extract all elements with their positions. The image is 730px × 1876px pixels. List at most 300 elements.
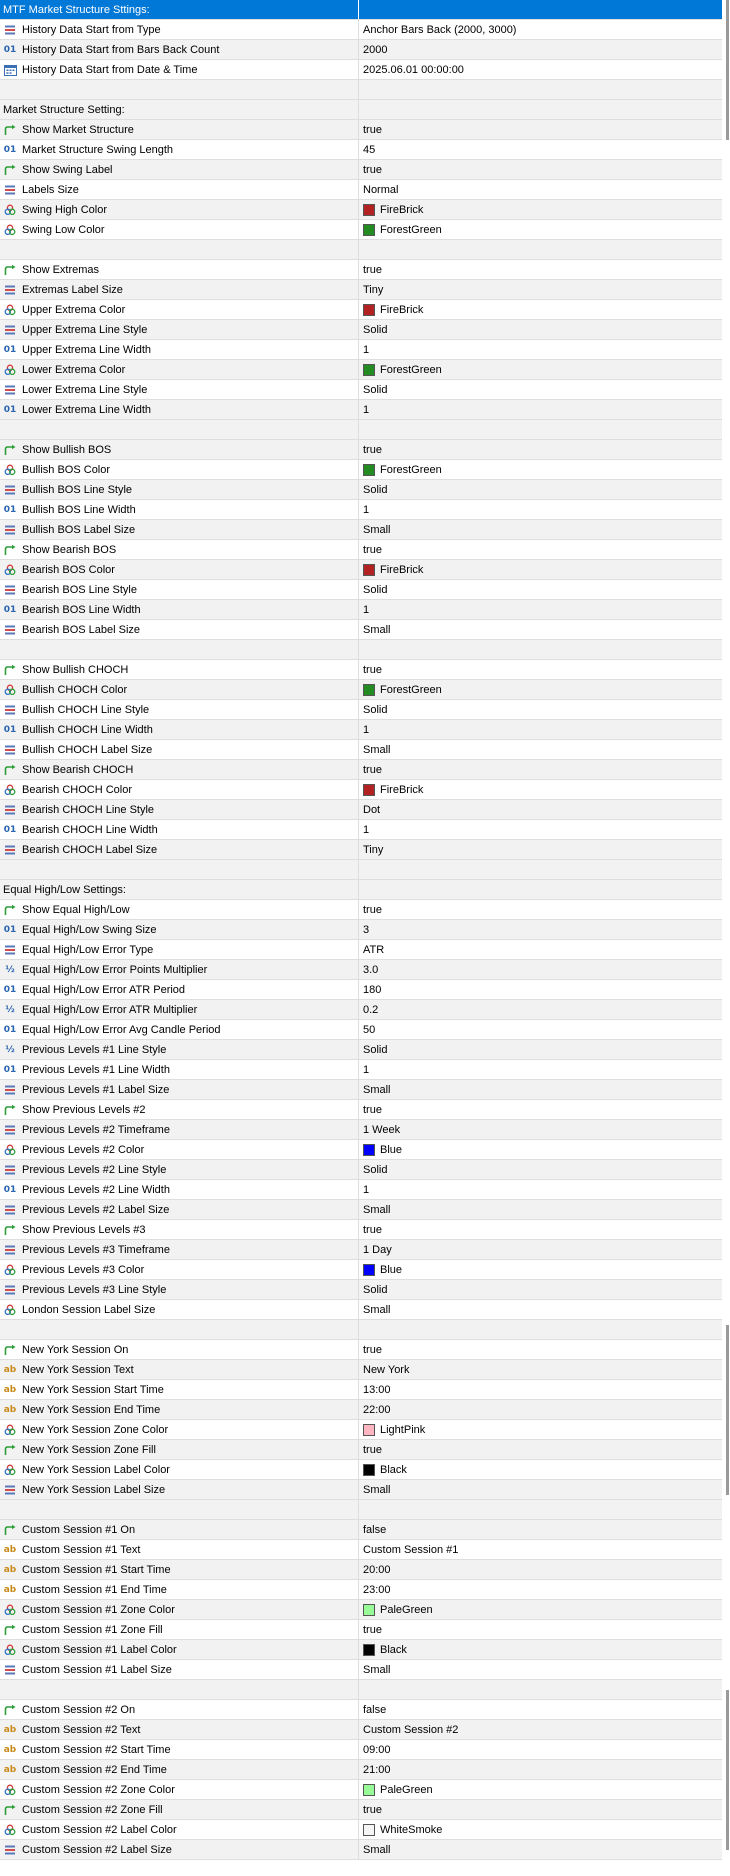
- property-row-history-data-start-from-type[interactable]: [0, 20, 722, 40]
- property-value-cell[interactable]: [359, 820, 722, 839]
- property-row-upper-extrema-color[interactable]: [0, 300, 722, 320]
- property-row-previous-levels-2-timeframe[interactable]: [0, 1120, 722, 1140]
- property-value-cell[interactable]: [359, 360, 722, 379]
- text-ab-icon: ab: [3, 1404, 17, 1415]
- property-value[interactable]: FireBrick: [380, 303, 424, 316]
- section-header-market-structure-setting[interactable]: [0, 100, 722, 120]
- property-name-cell: [0, 620, 359, 639]
- property-value[interactable]: 2000: [363, 43, 388, 56]
- property-row-bearish-bos-color[interactable]: [0, 560, 722, 580]
- property-value[interactable]: PaleGreen: [380, 1783, 433, 1796]
- property-value[interactable]: ForestGreen: [380, 683, 442, 696]
- property-value-cell[interactable]: [359, 780, 722, 799]
- property-value[interactable]: Blue: [380, 1263, 403, 1276]
- property-value[interactable]: 1: [363, 1063, 370, 1076]
- property-value-cell[interactable]: [359, 1020, 722, 1039]
- property-value[interactable]: 2025.06.01 00:00:00: [363, 63, 464, 76]
- property-value-cell[interactable]: [359, 1640, 722, 1659]
- property-row-bullish-choch-label-size[interactable]: [0, 740, 722, 760]
- property-row-custom-session-2-end-time[interactable]: [0, 1760, 722, 1780]
- property-value-cell[interactable]: [359, 1060, 722, 1079]
- property-value-cell[interactable]: [359, 340, 722, 359]
- property-value[interactable]: 20:00: [363, 1563, 391, 1576]
- property-value[interactable]: true: [363, 1343, 382, 1356]
- property-value-cell[interactable]: [359, 280, 722, 299]
- property-row-previous-levels-2-line-width[interactable]: [0, 1180, 722, 1200]
- property-row-bullish-choch-line-style[interactable]: [0, 700, 722, 720]
- property-label: Show Bullish CHOCH: [22, 663, 129, 676]
- property-row-previous-levels-1-line-style[interactable]: [0, 1040, 722, 1060]
- property-row-bearish-choch-line-width[interactable]: [0, 820, 722, 840]
- property-value-cell[interactable]: [359, 1780, 722, 1799]
- list-icon: [3, 1163, 17, 1177]
- property-row-show-bullish-choch[interactable]: [0, 660, 722, 680]
- property-row-show-bearish-bos[interactable]: [0, 540, 722, 560]
- color-swatch[interactable]: [363, 1464, 375, 1476]
- property-value[interactable]: true: [363, 763, 382, 776]
- property-label: New York Session Label Color: [22, 1463, 170, 1476]
- property-row-upper-extrema-line-width[interactable]: [0, 340, 722, 360]
- property-value-cell[interactable]: [359, 1220, 722, 1239]
- property-row-custom-session-2-zone-fill[interactable]: [0, 1800, 722, 1820]
- property-row-previous-levels-3-timeframe[interactable]: [0, 1240, 722, 1260]
- property-row-labels-size[interactable]: [0, 180, 722, 200]
- property-value-cell[interactable]: [359, 400, 722, 419]
- list-icon: [3, 1083, 17, 1097]
- property-name-cell: [0, 20, 359, 39]
- property-value-cell[interactable]: [359, 1700, 722, 1719]
- property-value-cell[interactable]: [359, 1540, 722, 1559]
- property-value-cell[interactable]: [359, 940, 722, 959]
- color-swatch[interactable]: [363, 1144, 375, 1156]
- property-row-previous-levels-2-label-size[interactable]: [0, 1200, 722, 1220]
- property-row-equal-high-low-error-avg-candle-period[interactable]: [0, 1020, 722, 1040]
- property-name-cell: [0, 1240, 359, 1259]
- property-value-cell[interactable]: [359, 1400, 722, 1419]
- property-row-equal-high-low-error-points-multiplier[interactable]: [0, 960, 722, 980]
- color-swatch[interactable]: [363, 1604, 375, 1616]
- property-value-cell[interactable]: [359, 380, 722, 399]
- property-value[interactable]: true: [363, 1103, 382, 1116]
- separator-cell: [359, 1680, 722, 1699]
- color-swatch[interactable]: [363, 1424, 375, 1436]
- property-row-show-equal-high-low[interactable]: [0, 900, 722, 920]
- property-value-cell[interactable]: [359, 220, 722, 239]
- property-label: Equal High/Low Error ATR Period: [22, 983, 186, 996]
- property-value[interactable]: FireBrick: [380, 203, 424, 216]
- property-row-new-york-session-end-time[interactable]: [0, 1400, 722, 1420]
- color-swatch[interactable]: [363, 204, 375, 216]
- property-value[interactable]: 3.0: [363, 963, 379, 976]
- property-value-cell[interactable]: [359, 960, 722, 979]
- property-value-cell[interactable]: [359, 300, 722, 319]
- property-value[interactable]: 1: [363, 723, 370, 736]
- property-value[interactable]: 1: [363, 603, 370, 616]
- property-value[interactable]: 13:00: [363, 1383, 391, 1396]
- property-value-cell[interactable]: [359, 20, 722, 39]
- property-value[interactable]: Blue: [380, 1143, 403, 1156]
- property-row-equal-high-low-error-atr-multiplier[interactable]: [0, 1000, 722, 1020]
- section-header-value-cell: [359, 100, 722, 119]
- property-value[interactable]: true: [363, 543, 382, 556]
- property-row-custom-session-2-zone-color[interactable]: [0, 1780, 722, 1800]
- integer-icon: 01: [3, 724, 17, 735]
- property-value[interactable]: Anchor Bars Back (2000, 3000): [363, 23, 517, 36]
- color-swatch[interactable]: [363, 464, 375, 476]
- color-swatch[interactable]: [363, 364, 375, 376]
- property-row-bearish-bos-line-width[interactable]: [0, 600, 722, 620]
- property-value[interactable]: Solid: [363, 1163, 388, 1176]
- property-value[interactable]: true: [363, 1803, 382, 1816]
- property-value-cell[interactable]: [359, 1200, 722, 1219]
- color-swatch[interactable]: [363, 1644, 375, 1656]
- property-value[interactable]: 1 Week: [363, 1123, 401, 1136]
- property-value-cell[interactable]: [359, 560, 722, 579]
- property-value[interactable]: Small: [363, 623, 391, 636]
- property-value[interactable]: Tiny: [363, 283, 384, 296]
- property-row-new-york-session-text[interactable]: [0, 1360, 722, 1380]
- vertical-scrollbar[interactable]: [722, 0, 730, 1876]
- property-row-bearish-bos-line-style[interactable]: [0, 580, 722, 600]
- property-value[interactable]: Small: [363, 1843, 391, 1856]
- property-value-cell[interactable]: [359, 500, 722, 519]
- property-value-cell[interactable]: [359, 840, 722, 859]
- color-swatch[interactable]: [363, 784, 375, 796]
- property-value[interactable]: Black: [380, 1643, 407, 1656]
- property-value[interactable]: Small: [363, 523, 391, 536]
- property-row-lower-extrema-color[interactable]: [0, 360, 722, 380]
- property-value-cell[interactable]: [359, 1120, 722, 1139]
- property-value-cell[interactable]: [359, 900, 722, 919]
- property-name-cell: [0, 1120, 359, 1139]
- property-value[interactable]: ForestGreen: [380, 463, 442, 476]
- property-label: Previous Levels #1 Line Width: [22, 1063, 170, 1076]
- property-row-custom-session-2-text[interactable]: [0, 1720, 722, 1740]
- property-value[interactable]: Small: [363, 1303, 391, 1316]
- property-value[interactable]: true: [363, 1623, 382, 1636]
- property-row-bullish-bos-color[interactable]: [0, 460, 722, 480]
- property-row-extremas-label-size[interactable]: [0, 280, 722, 300]
- property-value-cell[interactable]: [359, 320, 722, 339]
- property-row-equal-high-low-error-type[interactable]: [0, 940, 722, 960]
- property-label: History Data Start from Date & Time: [22, 63, 198, 76]
- property-value-cell[interactable]: [359, 1760, 722, 1779]
- property-value-cell[interactable]: [359, 600, 722, 619]
- property-value-cell[interactable]: [359, 1280, 722, 1299]
- property-row-custom-session-1-label-size[interactable]: [0, 1660, 722, 1680]
- property-value[interactable]: 0.2: [363, 1003, 379, 1016]
- property-value[interactable]: Solid: [363, 323, 388, 336]
- property-row-custom-session-2-label-color[interactable]: [0, 1820, 722, 1840]
- property-value-cell[interactable]: [359, 1820, 722, 1839]
- property-row-bearish-bos-label-size[interactable]: [0, 620, 722, 640]
- property-row-london-session-label-size[interactable]: [0, 1300, 722, 1320]
- property-value[interactable]: true: [363, 1223, 382, 1236]
- property-value-cell[interactable]: [359, 980, 722, 999]
- separator-row: [0, 1500, 722, 1520]
- property-value-cell[interactable]: [359, 580, 722, 599]
- property-value[interactable]: 45: [363, 143, 376, 156]
- property-value-cell[interactable]: [359, 760, 722, 779]
- property-value[interactable]: true: [363, 443, 382, 456]
- property-value-cell[interactable]: [359, 1040, 722, 1059]
- property-value[interactable]: Custom Session #1: [363, 1543, 459, 1556]
- property-value[interactable]: Solid: [363, 583, 388, 596]
- property-value-cell[interactable]: [359, 440, 722, 459]
- property-value-cell[interactable]: [359, 260, 722, 279]
- property-value[interactable]: true: [363, 123, 382, 136]
- property-row-bullish-bos-label-size[interactable]: [0, 520, 722, 540]
- property-value-cell[interactable]: [359, 1480, 722, 1499]
- property-value[interactable]: true: [363, 903, 382, 916]
- property-row-custom-session-1-zone-fill[interactable]: [0, 1620, 722, 1640]
- property-row-equal-high-low-error-atr-period[interactable]: [0, 980, 722, 1000]
- color-swatch[interactable]: [363, 1784, 375, 1796]
- property-row-show-market-structure[interactable]: [0, 120, 722, 140]
- property-row-history-data-start-from-bars-back-count[interactable]: [0, 40, 722, 60]
- property-row-custom-session-2-on[interactable]: [0, 1700, 722, 1720]
- property-row-lower-extrema-line-width[interactable]: [0, 400, 722, 420]
- color-swatch[interactable]: [363, 684, 375, 696]
- property-value-cell[interactable]: [359, 60, 722, 79]
- property-value[interactable]: ForestGreen: [380, 363, 442, 376]
- property-name-cell: [0, 1540, 359, 1559]
- section-header-equal-high-low-settings[interactable]: [0, 880, 722, 900]
- property-value[interactable]: 3: [363, 923, 370, 936]
- color-swatch[interactable]: [363, 1264, 375, 1276]
- property-row-previous-levels-3-line-style[interactable]: [0, 1280, 722, 1300]
- property-value[interactable]: true: [363, 1443, 382, 1456]
- property-value-cell[interactable]: [359, 140, 722, 159]
- property-value-cell[interactable]: [359, 1340, 722, 1359]
- property-row-history-data-start-from-date-time[interactable]: [0, 60, 722, 80]
- property-value[interactable]: 1: [363, 823, 370, 836]
- property-value[interactable]: ForestGreen: [380, 223, 442, 236]
- property-row-new-york-session-zone-color[interactable]: [0, 1420, 722, 1440]
- property-row-show-bearish-choch[interactable]: [0, 760, 722, 780]
- property-value-cell[interactable]: [359, 740, 722, 759]
- property-value[interactable]: Small: [363, 1203, 391, 1216]
- property-value-cell[interactable]: [359, 1080, 722, 1099]
- property-value[interactable]: ATR: [363, 943, 385, 956]
- property-value[interactable]: true: [363, 163, 382, 176]
- property-value-cell[interactable]: [359, 1800, 722, 1819]
- scrollbar-thumb-segment[interactable]: [726, 1690, 729, 1850]
- section-header-mtf-market-structure-sttings[interactable]: [0, 0, 722, 20]
- property-value-cell[interactable]: [359, 1360, 722, 1379]
- property-row-show-previous-levels-3[interactable]: [0, 1220, 722, 1240]
- property-label: Extremas Label Size: [22, 283, 123, 296]
- property-value[interactable]: 50: [363, 1023, 376, 1036]
- property-value-cell[interactable]: [359, 1440, 722, 1459]
- property-value-cell[interactable]: [359, 1140, 722, 1159]
- property-value[interactable]: Solid: [363, 1283, 388, 1296]
- property-label: Custom Session #2 Label Color: [22, 1823, 177, 1836]
- property-row-lower-extrema-line-style[interactable]: [0, 380, 722, 400]
- property-value-cell[interactable]: [359, 1620, 722, 1639]
- property-row-upper-extrema-line-style[interactable]: [0, 320, 722, 340]
- property-value-cell[interactable]: [359, 1520, 722, 1539]
- property-row-previous-levels-2-line-style[interactable]: [0, 1160, 722, 1180]
- color-swatch[interactable]: [363, 224, 375, 236]
- section-header-value-cell: [359, 880, 722, 899]
- property-value[interactable]: Custom Session #2: [363, 1723, 459, 1736]
- property-row-bullish-choch-line-width[interactable]: [0, 720, 722, 740]
- property-value-cell[interactable]: [359, 120, 722, 139]
- property-name-cell: [0, 1200, 359, 1219]
- property-row-bearish-choch-line-style[interactable]: [0, 800, 722, 820]
- color-swatch[interactable]: [363, 1824, 375, 1836]
- property-value[interactable]: 23:00: [363, 1583, 391, 1596]
- property-name-cell: [0, 160, 359, 179]
- property-row-swing-high-color[interactable]: [0, 200, 722, 220]
- property-row-custom-session-1-label-color[interactable]: [0, 1640, 722, 1660]
- property-row-custom-session-1-end-time[interactable]: [0, 1580, 722, 1600]
- property-row-new-york-session-label-color[interactable]: [0, 1460, 722, 1480]
- property-value[interactable]: Dot: [363, 803, 381, 816]
- property-value[interactable]: Solid: [363, 1043, 388, 1056]
- property-value-cell[interactable]: [359, 620, 722, 639]
- property-row-swing-low-color[interactable]: [0, 220, 722, 240]
- property-name-cell: [0, 320, 359, 339]
- property-row-previous-levels-1-label-size[interactable]: [0, 1080, 722, 1100]
- property-row-show-swing-label[interactable]: [0, 160, 722, 180]
- property-value-cell[interactable]: [359, 1380, 722, 1399]
- property-row-new-york-session-label-size[interactable]: [0, 1480, 722, 1500]
- property-row-new-york-session-zone-fill[interactable]: [0, 1440, 722, 1460]
- property-value[interactable]: Black: [380, 1463, 407, 1476]
- property-row-show-previous-levels-2[interactable]: [0, 1100, 722, 1120]
- property-value-cell[interactable]: [359, 700, 722, 719]
- property-value[interactable]: Small: [363, 1663, 391, 1676]
- property-value[interactable]: 1: [363, 503, 370, 516]
- property-name-cell: [0, 900, 359, 919]
- property-value-cell[interactable]: [359, 1600, 722, 1619]
- property-value[interactable]: 1: [363, 403, 370, 416]
- property-value[interactable]: Small: [363, 1483, 391, 1496]
- property-row-bearish-choch-label-size[interactable]: [0, 840, 722, 860]
- property-row-market-structure-swing-length[interactable]: [0, 140, 722, 160]
- property-value[interactable]: Normal: [363, 183, 399, 196]
- property-value-cell[interactable]: [359, 1260, 722, 1279]
- property-value-cell[interactable]: [359, 1240, 722, 1259]
- property-value[interactable]: 22:00: [363, 1403, 391, 1416]
- property-value[interactable]: 1: [363, 1183, 370, 1196]
- property-value-cell[interactable]: [359, 1420, 722, 1439]
- property-row-previous-levels-3-color[interactable]: [0, 1260, 722, 1280]
- property-row-custom-session-1-on[interactable]: [0, 1520, 722, 1540]
- property-value[interactable]: Solid: [363, 483, 388, 496]
- property-value[interactable]: 21:00: [363, 1763, 391, 1776]
- property-value-cell[interactable]: [359, 800, 722, 819]
- property-value-cell[interactable]: [359, 460, 722, 479]
- property-value[interactable]: Tiny: [363, 843, 384, 856]
- property-value[interactable]: 09:00: [363, 1743, 391, 1756]
- property-value-cell[interactable]: [359, 480, 722, 499]
- property-value-cell[interactable]: [359, 1000, 722, 1019]
- property-value-cell[interactable]: [359, 540, 722, 559]
- property-row-show-extremas[interactable]: [0, 260, 722, 280]
- property-value[interactable]: Small: [363, 743, 391, 756]
- property-value[interactable]: PaleGreen: [380, 1603, 433, 1616]
- property-row-bullish-bos-line-style[interactable]: [0, 480, 722, 500]
- property-value-cell[interactable]: [359, 40, 722, 59]
- property-name-cell: [0, 280, 359, 299]
- property-value-cell[interactable]: [359, 1180, 722, 1199]
- property-value-cell[interactable]: [359, 520, 722, 539]
- color-swatch[interactable]: [363, 564, 375, 576]
- property-value[interactable]: true: [363, 263, 382, 276]
- property-value-cell[interactable]: [359, 1740, 722, 1759]
- property-value-cell[interactable]: [359, 720, 722, 739]
- property-value[interactable]: LightPink: [380, 1423, 426, 1436]
- property-value-cell[interactable]: [359, 180, 722, 199]
- property-value-cell[interactable]: [359, 920, 722, 939]
- property-value[interactable]: 1 Day: [363, 1243, 392, 1256]
- property-value-cell[interactable]: [359, 1720, 722, 1739]
- property-row-custom-session-1-start-time[interactable]: [0, 1560, 722, 1580]
- property-value-cell[interactable]: [359, 1840, 722, 1859]
- property-value[interactable]: false: [363, 1703, 387, 1716]
- scrollbar-thumb-segment[interactable]: [726, 1325, 729, 1495]
- property-row-bearish-choch-color[interactable]: [0, 780, 722, 800]
- property-value-cell[interactable]: [359, 1300, 722, 1319]
- scrollbar-thumb[interactable]: [726, 0, 729, 140]
- property-value-cell[interactable]: [359, 660, 722, 679]
- property-name-cell: [0, 1520, 359, 1539]
- property-label: Previous Levels #1 Label Size: [22, 1083, 170, 1096]
- property-value[interactable]: New York: [363, 1363, 410, 1376]
- property-row-previous-levels-2-color[interactable]: [0, 1140, 722, 1160]
- property-value-cell[interactable]: [359, 1100, 722, 1119]
- color-swatch[interactable]: [363, 304, 375, 316]
- property-value[interactable]: 1: [363, 343, 370, 356]
- property-value-cell[interactable]: [359, 200, 722, 219]
- property-value[interactable]: FireBrick: [380, 783, 424, 796]
- property-value[interactable]: FireBrick: [380, 563, 424, 576]
- list-icon: [3, 943, 17, 957]
- property-value[interactable]: Solid: [363, 383, 388, 396]
- property-row-custom-session-1-text[interactable]: [0, 1540, 722, 1560]
- property-value[interactable]: WhiteSmoke: [380, 1823, 443, 1836]
- property-value[interactable]: 180: [363, 983, 382, 996]
- property-value[interactable]: true: [363, 663, 382, 676]
- property-value-cell[interactable]: [359, 1660, 722, 1679]
- property-row-custom-session-2-start-time[interactable]: [0, 1740, 722, 1760]
- property-label: Upper Extrema Line Width: [22, 343, 151, 356]
- property-value[interactable]: Solid: [363, 703, 388, 716]
- property-row-custom-session-2-label-size[interactable]: [0, 1840, 722, 1860]
- property-value-cell[interactable]: [359, 160, 722, 179]
- property-value-cell[interactable]: [359, 1560, 722, 1579]
- property-row-equal-high-low-swing-size[interactable]: [0, 920, 722, 940]
- property-row-new-york-session-on[interactable]: [0, 1340, 722, 1360]
- property-value-cell[interactable]: [359, 680, 722, 699]
- property-row-new-york-session-start-time[interactable]: [0, 1380, 722, 1400]
- property-row-bullish-bos-line-width[interactable]: [0, 500, 722, 520]
- property-value[interactable]: false: [363, 1523, 387, 1536]
- property-name-cell: [0, 360, 359, 379]
- property-value-cell[interactable]: [359, 1160, 722, 1179]
- property-label: Swing Low Color: [22, 223, 105, 236]
- property-row-show-bullish-bos[interactable]: [0, 440, 722, 460]
- property-row-custom-session-1-zone-color[interactable]: [0, 1600, 722, 1620]
- property-value[interactable]: Small: [363, 1083, 391, 1096]
- property-value-cell[interactable]: [359, 1460, 722, 1479]
- property-value-cell[interactable]: [359, 1580, 722, 1599]
- property-row-previous-levels-1-line-width[interactable]: [0, 1060, 722, 1080]
- property-row-bullish-choch-color[interactable]: [0, 680, 722, 700]
